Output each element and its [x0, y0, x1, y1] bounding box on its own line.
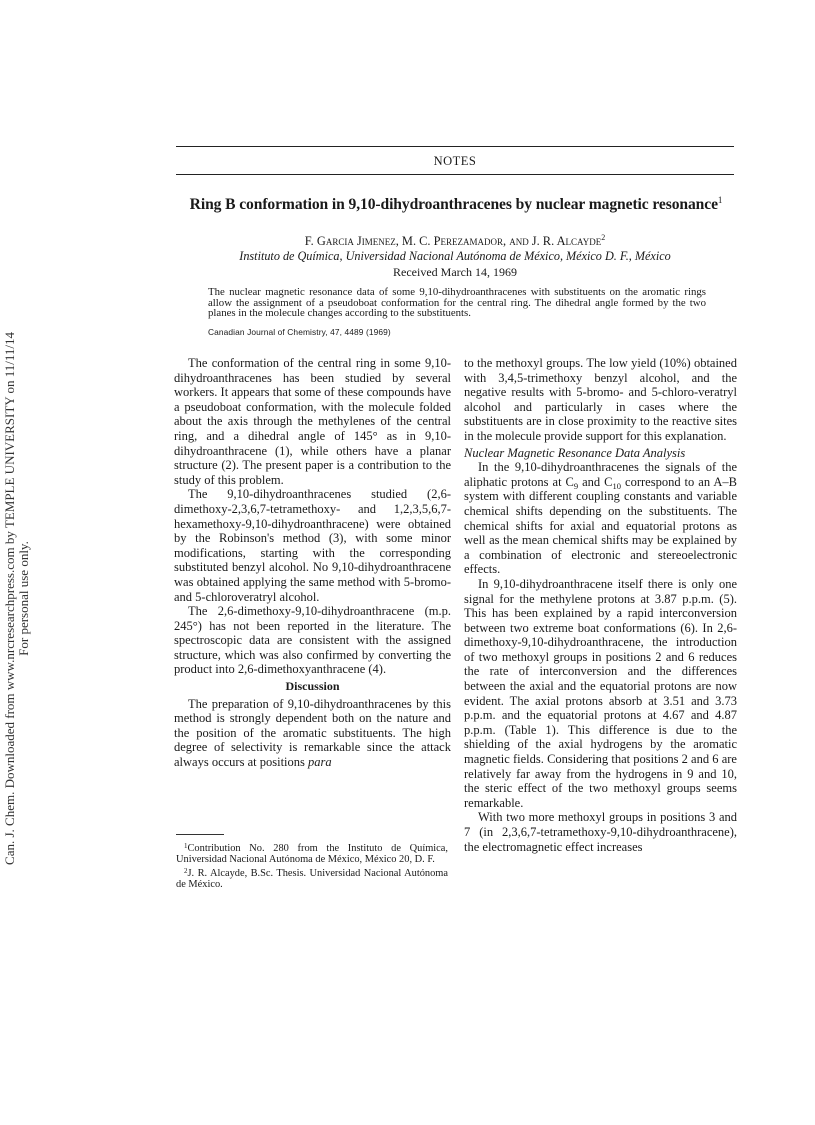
watermark-line-1: Can. J. Chem. Downloaded from www.nrcresearchpress.com by TEMPLE UNIVERSITY on 11/11/14 [2, 332, 17, 865]
body-paragraph: With two more methoxyl groups in positions 3 and 7 (in 2,3,6,7-tetramethoxy-9,10-dihydroanthracene), the electromagnetic effect increases [464, 810, 737, 854]
subscript: 10 [612, 480, 622, 491]
body-column-right [464, 356, 737, 854]
title-footnote-mark: 1 [717, 195, 723, 205]
section-subheading: Nuclear Magnetic Resonance Data Analysis [464, 445, 686, 460]
paragraph-text: In the 9,10-dihydroanthracenes the signals of the aliphatic protons at C [464, 460, 737, 489]
author-footnote-mark: 2 [601, 233, 606, 242]
footnote-mark: 2 [184, 866, 188, 875]
body-paragraph [464, 460, 737, 577]
body-column-left [174, 356, 451, 770]
subscript: 9 [573, 480, 579, 491]
header-rule-bottom [176, 174, 734, 175]
footnote [176, 866, 448, 891]
body-paragraph [174, 697, 451, 770]
paragraph-text: correspond to an A–B system with different coupling constants and variable chemical shifts depending on the substituents. The chemical shifts for axial and equatorial protons as well as the mean chemical shifts may be explained by a combination of electronic and stereoelectronic effects. [464, 474, 737, 577]
body-paragraph: The conformation of the central ring in some 9,10-dihydroanthracenes has been studied by several workers. It appears that some of these compounds have a pseudoboat conformation, with the molecule folded about the axis through the methylenes of the central ring, and a dihedral angle of 145° as in 9,10-dihydroanthracene (1), while others have a planar structure (2). The present paper is a contribution to the study of this problem. [174, 356, 451, 487]
body-paragraph: The 2,6-dimethoxy-9,10-dihydroanthracene (m.p. 245°) has not been reported in the literature. The spectroscopic data are consistent with the assigned structure, which was also confirmed by converting the product into 2,6-dimethoxyanthracene (4). [174, 604, 451, 677]
article-title [150, 195, 762, 214]
journal-citation: Canadian Journal of Chemistry, 47, 4489 (1969) [208, 327, 391, 337]
article-title-text: Ring B conformation in 9,10-dihydroanthracenes by nuclear magnetic resonance [189, 196, 718, 213]
footnote [176, 841, 448, 866]
footnote-separator [176, 834, 224, 835]
authors-text: F. Garcia Jimenez, M. C. Perezamador, and J. R. Alcayde [304, 234, 602, 248]
header-rule-top [176, 146, 734, 147]
abstract: The nuclear magnetic resonance data of some 9,10-dihydroanthracenes with substituents on the aromatic rings allow the assignment of a pseudoboat conformation for the central ring. The dihedral angle formed by the two planes in the molecule changes according to the substituents. [208, 286, 706, 319]
body-paragraph: The 9,10-dihydroanthracenes studied (2,6-dimethoxy-2,3,6,7-tetramethoxy- and 1,2,3,5,6,7-hexamethoxy-9,10-dihydroanthracene) were obtained by the Robinson's method (3), with some minor modifications, starting with the corresponding substituted benzyl alcohol. No 9,10-dihydroanthracene was obtained applying the same method with 5-bromo- and 5-chloroveratryl alcohol. [174, 487, 451, 604]
section-label: NOTES [433, 154, 477, 168]
footnote-mark: 1 [184, 842, 188, 850]
received-date: Received March 14, 1969 [393, 265, 517, 279]
footnote-text: Contribution No. 280 from the Instituto de Química, Universidad Nacional Autónoma de México, México 20, D. F. [176, 843, 448, 866]
body-paragraph: to the methoxyl groups. The low yield (10%) obtained with 3,4,5-trimethoxy benzyl alcohol, and the negative results with 5-bromo- and 5-chloro-veratryl alcohol and particularly in cases where the substituents are in close proximity to the reactive sites in the molecule provide support for this explanation. [464, 356, 737, 443]
author-list [176, 233, 734, 249]
paragraph-text: and C [578, 474, 613, 489]
footnote-text: J. R. Alcayde, B.Sc. Thesis. Universidad Nacional Autónoma de México. [176, 867, 448, 890]
paragraph-text: The preparation of 9,10-dihydroanthracenes by this method is strongly dependent both on the nature and the position of the aromatic substituents. The high degree of selectivity is remarkable since the attack always occurs at positions [174, 696, 451, 770]
body-paragraph: In 9,10-dihydroanthracene itself there is only one signal for the methylene protons at 3.87 p.p.m. (5). This has been explained by a rapid interconversion between two extreme boat conformations (6). In 2,6-dimethoxy-9,10-dihydroanthracene, the introduction of two methoxyl groups in positions 2 and 6 reduces the rate of interconversion and the differences between the axial and the equatorial protons are now evident. The axial protons absorb at 3.51 and 3.73 p.p.m. and the equatorial protons at 4.67 and 4.87 p.p.m. (Table 1). This difference is due to the shielding of the axial hydrogens by the aromatic magnetic fields. Considering that positions 2 and 6 are relatively far away from the hydrogens in 9 and 10, the steric effect of the two methoxyl groups seems remarkable. [464, 576, 737, 810]
affiliation: Instituto de Química, Universidad Nacional Autónoma de México, México D. F., México [239, 249, 671, 263]
footnotes [176, 841, 448, 890]
discussion-heading: Discussion [285, 679, 340, 694]
watermark-line-2: For personal use only. [16, 541, 31, 656]
emphasis-text: para [308, 755, 332, 770]
